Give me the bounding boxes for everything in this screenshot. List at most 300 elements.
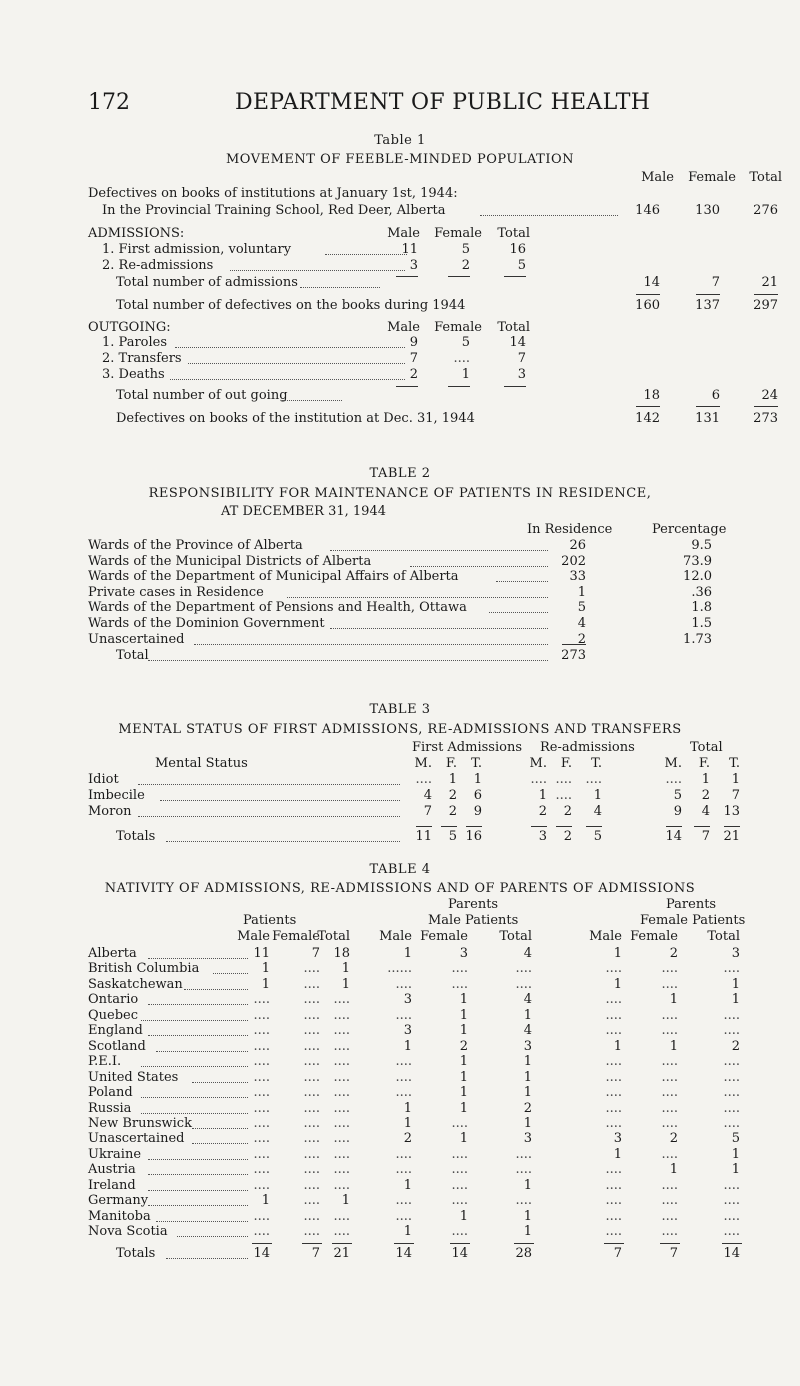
t4-value: 1 (403, 1116, 412, 1131)
sum-rule (666, 826, 682, 827)
t4-row-label: Ontario (88, 992, 139, 1007)
leader-dots (175, 347, 405, 348)
t4-value: .... (303, 1054, 320, 1069)
t4-value: .... (303, 1070, 320, 1085)
leader-dots (141, 1020, 248, 1021)
t3-total-value: 11 (415, 829, 432, 844)
t2-percentage-value: 1.8 (691, 600, 712, 615)
t1-total-def-total: 297 (753, 298, 778, 313)
t4-value: .... (661, 1054, 678, 1069)
t4-value: .... (661, 1224, 678, 1239)
t3-value: 9 (673, 804, 682, 819)
sum-rule (466, 826, 482, 827)
t4-value: 2 (459, 1039, 468, 1054)
leader-dots (194, 644, 548, 645)
t4-value: .... (253, 1147, 270, 1162)
sum-rule (396, 386, 418, 387)
t1-open-total: 276 (753, 203, 778, 218)
t4-value: .... (253, 1070, 270, 1085)
t2-percentage-value: 73.9 (683, 554, 712, 569)
t4-value: .... (333, 1147, 350, 1162)
t1-total-defectives-label: Total number of defectives on the books during 1944 (116, 298, 466, 313)
t1-out-value: 9 (409, 335, 418, 350)
t3-total-value: 16 (465, 829, 482, 844)
t4-value: .... (303, 992, 320, 1007)
t4-value: 1 (459, 992, 468, 1007)
t1-adm-value: 5 (517, 258, 526, 273)
t4-value: 2 (669, 1131, 678, 1146)
t4-value: 1 (261, 1193, 270, 1208)
t3-value: .... (555, 788, 572, 803)
t3-value: 2 (701, 788, 710, 803)
t4-value: .... (303, 961, 320, 976)
leader-dots (282, 400, 342, 401)
t4-value: .... (395, 1162, 412, 1177)
t4-value: .... (333, 1023, 350, 1038)
t4-value: 2 (523, 1101, 532, 1116)
t4-value: 1 (403, 946, 412, 961)
t3-subheader: F. (445, 756, 457, 771)
t4-row-label: P.E.I. (88, 1054, 122, 1069)
t4-subheader: Male (589, 929, 622, 944)
t4-value: 1 (731, 1162, 740, 1177)
t4-value: .... (605, 1193, 622, 1208)
t4-value: .... (253, 1085, 270, 1100)
t4-value: .... (661, 1147, 678, 1162)
t2-row-label: Wards of the Department of Municipal Affairs of Alberta (88, 569, 459, 584)
t1-adm-col-male: Male (387, 226, 420, 241)
sum-rule (696, 294, 720, 295)
t4-value: .... (253, 1054, 270, 1069)
t4-value: .... (395, 1054, 412, 1069)
sum-rule (556, 826, 572, 827)
t1-open-female: 130 (695, 203, 720, 218)
t4-value: .... (661, 1116, 678, 1131)
t4-value: .... (723, 1209, 740, 1224)
table1-title: MOVEMENT OF FEEBLE-MINDED POPULATION (225, 152, 575, 167)
t1-out-value: 5 (461, 335, 470, 350)
t3-total-value: 3 (538, 829, 547, 844)
t4-value: .... (723, 1085, 740, 1100)
t4-row-label: Scotland (88, 1039, 146, 1054)
t4-value: .... (451, 1116, 468, 1131)
t4-value: .... (723, 1008, 740, 1023)
t2-row-label: Wards of the Department of Pensions and Health, Ottawa (88, 600, 467, 615)
t4-group3-header-1: Parents (666, 897, 717, 912)
t1-adm-row-label: 1. First admission, voluntary (102, 242, 292, 257)
t4-value: 1 (261, 977, 270, 992)
t1-out-value: 1 (461, 367, 470, 382)
t1-out-value: 3 (517, 367, 526, 382)
t4-total-value: 14 (723, 1246, 740, 1261)
t4-row-label: Manitoba (88, 1209, 151, 1224)
t4-subheader: Total (707, 929, 740, 944)
sum-rule (724, 826, 740, 827)
t4-value: .... (451, 1193, 468, 1208)
t2-col-residence: In Residence (527, 522, 613, 537)
t4-value: .... (303, 977, 320, 992)
t4-value: .... (333, 1085, 350, 1100)
t4-value: .... (451, 977, 468, 992)
leader-dots (170, 379, 405, 380)
t1-closing-label: Defectives on books of the institution at Dec. 31, 1944 (116, 411, 475, 426)
t4-row-label: Ukraine (88, 1147, 142, 1162)
t1-total-adm-male: 14 (643, 275, 660, 290)
t4-value: .... (303, 1147, 320, 1162)
leader-dots (148, 660, 548, 661)
t4-value: .... (303, 1085, 320, 1100)
t4-row-label: British Columbia (88, 961, 200, 976)
t4-value: 1 (403, 1224, 412, 1239)
t1-out-value: 2 (409, 367, 418, 382)
t1-total-def-male: 160 (635, 298, 660, 313)
t4-value: .... (253, 1162, 270, 1177)
t4-value: 1 (523, 1008, 532, 1023)
leader-dots (230, 270, 405, 271)
t1-total-adm-female: 7 (711, 275, 720, 290)
t4-value: .... (303, 1131, 320, 1146)
t4-group1-header: Patients (243, 913, 297, 928)
t4-value: .... (723, 1178, 740, 1193)
t1-out-value: 14 (509, 335, 526, 350)
t4-value: .... (253, 1039, 270, 1054)
t4-value: .... (723, 1116, 740, 1131)
t4-value: .... (333, 1162, 350, 1177)
sum-rule (636, 294, 660, 295)
t4-row-label: Ireland (88, 1178, 136, 1193)
t4-value: 1 (523, 1224, 532, 1239)
t4-value: .... (515, 961, 532, 976)
t4-row-label: Saskatchewan (88, 977, 183, 992)
t4-value: .... (661, 1070, 678, 1085)
t3-value: .... (585, 772, 602, 787)
t4-row-label: Germany (88, 1193, 149, 1208)
t3-value: 6 (473, 788, 482, 803)
table1-caption: Table 1 (374, 133, 426, 148)
t4-value: .... (333, 1039, 350, 1054)
sum-rule (396, 276, 418, 277)
t4-group2-header-2: Male Patients (428, 913, 519, 928)
t4-value: .... (333, 1008, 350, 1023)
t1-total-admissions-label: Total number of admissions (116, 275, 298, 290)
t4-value: 1 (613, 977, 622, 992)
t3-subheader: F. (560, 756, 572, 771)
t1-close-total: 273 (753, 411, 778, 426)
t4-value: 1 (459, 1101, 468, 1116)
t4-value: .... (303, 1101, 320, 1116)
t1-adm-col-female: Female (434, 226, 482, 241)
t4-value: .... (661, 1085, 678, 1100)
t4-value: .... (451, 1224, 468, 1239)
sum-rule (531, 826, 547, 827)
t4-value: .... (605, 1008, 622, 1023)
t4-value: 2 (403, 1131, 412, 1146)
page-header (0, 90, 800, 114)
t4-row-label: Nova Scotia (88, 1224, 168, 1239)
t4-value: 2 (669, 946, 678, 961)
t4-value: .... (723, 1193, 740, 1208)
sum-rule (604, 1243, 624, 1244)
t4-value: .... (723, 1023, 740, 1038)
t1-close-female: 131 (695, 411, 720, 426)
t4-value: 4 (523, 1023, 532, 1038)
t1-total-adm-total: 21 (761, 275, 778, 290)
t3-total-value: 14 (665, 829, 682, 844)
t4-subheader: Male (237, 929, 270, 944)
t4-value: .... (605, 992, 622, 1007)
t4-value: 1 (669, 1162, 678, 1177)
t2-residence-value: 33 (569, 569, 586, 584)
t4-row-label: Unascertained (88, 1131, 185, 1146)
t4-value: .... (303, 1193, 320, 1208)
t4-value: 3 (523, 1039, 532, 1054)
t3-value: 9 (473, 804, 482, 819)
t1-col-female: Female (688, 170, 736, 185)
t4-value: .... (303, 1008, 320, 1023)
t4-value: 18 (333, 946, 350, 961)
t3-total-value: 5 (448, 829, 457, 844)
t1-adm-value: 5 (461, 242, 470, 257)
t4-row-label: England (88, 1023, 143, 1038)
t3-value: 13 (723, 804, 740, 819)
leader-dots (489, 612, 548, 613)
t4-value: .... (605, 1116, 622, 1131)
table2-title-1: RESPONSIBILITY FOR MAINTENANCE OF PATIENTS IN RESIDENCE, (148, 486, 652, 501)
t1-col-total: Total (749, 170, 782, 185)
t4-value: .... (605, 1101, 622, 1116)
t4-total-value: 14 (451, 1246, 468, 1261)
t3-value: 7 (423, 804, 432, 819)
t2-percentage-value: 1.73 (683, 632, 712, 647)
t1-total-out-male: 18 (643, 388, 660, 403)
t4-value: .... (661, 1023, 678, 1038)
table4-caption: TABLE 4 (369, 862, 431, 877)
t3-value: 1 (448, 772, 457, 787)
t4-value: .... (395, 1008, 412, 1023)
t3-value: 2 (538, 804, 547, 819)
t1-open-male: 146 (635, 203, 660, 218)
t1-out-row-label: 3. Deaths (102, 367, 165, 382)
leader-dots (160, 800, 400, 801)
t2-residence-value: 5 (577, 600, 586, 615)
t4-value: .... (253, 1209, 270, 1224)
t4-value: .... (605, 1023, 622, 1038)
t3-total-label: Totals (116, 829, 156, 844)
t4-row-label: Poland (88, 1085, 133, 1100)
t2-percentage-value: 12.0 (683, 569, 712, 584)
t4-value: 11 (253, 946, 270, 961)
t4-total-value: 14 (395, 1246, 412, 1261)
t4-value: 1 (403, 1039, 412, 1054)
t4-subheader: Female (630, 929, 678, 944)
t2-residence-value: 26 (569, 538, 586, 553)
t4-value: .... (451, 1147, 468, 1162)
t2-row-label: Wards of the Province of Alberta (88, 538, 303, 553)
t4-value: .... (605, 1070, 622, 1085)
t4-value: 1 (523, 1054, 532, 1069)
t4-value: 1 (459, 1209, 468, 1224)
sum-rule (394, 1243, 414, 1244)
t1-adm-value: 16 (509, 242, 526, 257)
t4-value: 4 (523, 992, 532, 1007)
leader-dots (141, 1066, 248, 1067)
t4-row-label: Alberta (88, 946, 137, 961)
table2-caption: TABLE 2 (369, 466, 431, 481)
t3-group-re: Re-admissions (540, 740, 635, 755)
t4-row-label: Russia (88, 1101, 132, 1116)
t1-adm-row-label: 2. Re-admissions (102, 258, 214, 273)
t1-out-row-label: 1. Paroles (102, 335, 168, 350)
t4-total-value: 7 (669, 1246, 678, 1261)
t3-subheader: M. (529, 756, 547, 771)
t4-value: .... (253, 1023, 270, 1038)
t4-value: .... (723, 1224, 740, 1239)
t4-value: .... (253, 1131, 270, 1146)
t4-value: 1 (341, 1193, 350, 1208)
t4-value: 1 (669, 992, 678, 1007)
t1-out-col-female: Female (434, 320, 482, 335)
leader-dots (138, 816, 401, 817)
t3-value: 4 (423, 788, 432, 803)
t4-total-label: Totals (116, 1246, 156, 1261)
t4-value: .... (333, 1101, 350, 1116)
leader-dots (166, 841, 400, 842)
t3-group-first: First Admissions (412, 740, 522, 755)
t4-value: .... (395, 1193, 412, 1208)
t3-value: 4 (701, 804, 710, 819)
t4-value: .... (605, 1224, 622, 1239)
t4-value: 1 (731, 977, 740, 992)
t4-value: .... (395, 977, 412, 992)
t3-row-header: Mental Status (155, 756, 248, 771)
t4-value: .... (605, 1209, 622, 1224)
t4-value: .... (515, 1193, 532, 1208)
t4-value: 1 (613, 1039, 622, 1054)
t4-value: .... (253, 1116, 270, 1131)
t1-total-out-total: 24 (761, 388, 778, 403)
sum-rule (332, 1243, 352, 1244)
t2-percentage-value: 9.5 (691, 538, 712, 553)
t4-value: .... (333, 1054, 350, 1069)
t2-total-value: 273 (561, 648, 586, 663)
t4-value: .... (303, 1224, 320, 1239)
t4-value: 3 (613, 1131, 622, 1146)
sum-rule (636, 406, 660, 407)
t4-value: 1 (403, 1101, 412, 1116)
t4-row-label: United States (88, 1070, 179, 1085)
t4-value: 1 (613, 1147, 622, 1162)
sum-rule (441, 826, 457, 827)
t4-value: 1 (523, 1070, 532, 1085)
t3-value: 1 (731, 772, 740, 787)
t1-out-col-total: Total (497, 320, 530, 335)
t4-value: .... (723, 961, 740, 976)
sum-rule (448, 276, 470, 277)
t1-opening-label-1: Defectives on books of institutions at January 1st, 1944: (88, 186, 458, 201)
t4-value: .... (395, 1085, 412, 1100)
t4-subheader: Female (420, 929, 468, 944)
sum-rule (562, 644, 586, 645)
t4-value: 1 (459, 1085, 468, 1100)
t4-value: .... (395, 1147, 412, 1162)
leader-dots (188, 363, 405, 364)
t3-value: 1 (593, 788, 602, 803)
t4-value: 1 (341, 977, 350, 992)
t4-value: .... (253, 992, 270, 1007)
sum-rule (504, 276, 526, 277)
t4-value: .... (253, 1178, 270, 1193)
t1-col-male: Male (641, 170, 674, 185)
t3-subheader: M. (664, 756, 682, 771)
leader-dots (300, 287, 380, 288)
t4-subheader: Female (272, 929, 320, 944)
page-title: DEPARTMENT OF PUBLIC HEALTH (235, 90, 651, 115)
sum-rule (252, 1243, 272, 1244)
leader-dots (138, 784, 401, 785)
t4-value: 1 (523, 1085, 532, 1100)
t3-value: 1 (473, 772, 482, 787)
t3-row-label: Imbecile (88, 788, 145, 803)
sum-rule (504, 386, 526, 387)
t4-value: .... (515, 977, 532, 992)
t3-subheader: T. (471, 756, 482, 771)
t4-value: ...... (387, 961, 412, 976)
t4-value: .... (395, 1070, 412, 1085)
t2-row-label: Private cases in Residence (88, 585, 264, 600)
page-number: 172 (88, 90, 130, 115)
t3-value: 2 (448, 804, 457, 819)
t4-total-value: 7 (613, 1246, 622, 1261)
t4-value: .... (661, 961, 678, 976)
sum-rule (722, 1243, 742, 1244)
table3-caption: TABLE 3 (369, 702, 431, 717)
t4-total-value: 21 (333, 1246, 350, 1261)
t4-value: .... (661, 1209, 678, 1224)
t2-residence-value: 202 (561, 554, 586, 569)
t4-row-label: Quebec (88, 1008, 139, 1023)
t3-value: 7 (731, 788, 740, 803)
t4-value: 1 (459, 1070, 468, 1085)
t4-value: 1 (341, 961, 350, 976)
sum-rule (416, 826, 432, 827)
t2-row-label: Wards of the Dominion Government (88, 616, 325, 631)
t1-out-col-male: Male (387, 320, 420, 335)
sum-rule (754, 406, 778, 407)
t3-value: 2 (448, 788, 457, 803)
t4-value: 7 (311, 946, 320, 961)
t4-value: .... (303, 1162, 320, 1177)
t4-value: .... (605, 1085, 622, 1100)
t4-value: .... (605, 1054, 622, 1069)
t4-row-label: New Brunswick (88, 1116, 192, 1131)
leader-dots (480, 215, 618, 216)
t3-row-label: Moron (88, 804, 132, 819)
t1-adm-col-total: Total (497, 226, 530, 241)
t4-value: .... (253, 1008, 270, 1023)
t4-value: .... (303, 1178, 320, 1193)
t4-value: .... (723, 1101, 740, 1116)
t3-subheader: T. (729, 756, 740, 771)
t4-value: 3 (523, 1131, 532, 1146)
t3-total-value: 5 (593, 829, 602, 844)
sum-rule (694, 826, 710, 827)
t4-value: .... (605, 1162, 622, 1177)
t4-value: 1 (261, 961, 270, 976)
t1-out-value: 7 (517, 351, 526, 366)
t1-opening-label-2: In the Provincial Training School, Red Deer, Alberta (102, 203, 446, 218)
t1-adm-value: 3 (409, 258, 418, 273)
t3-group-total: Total (690, 740, 723, 755)
